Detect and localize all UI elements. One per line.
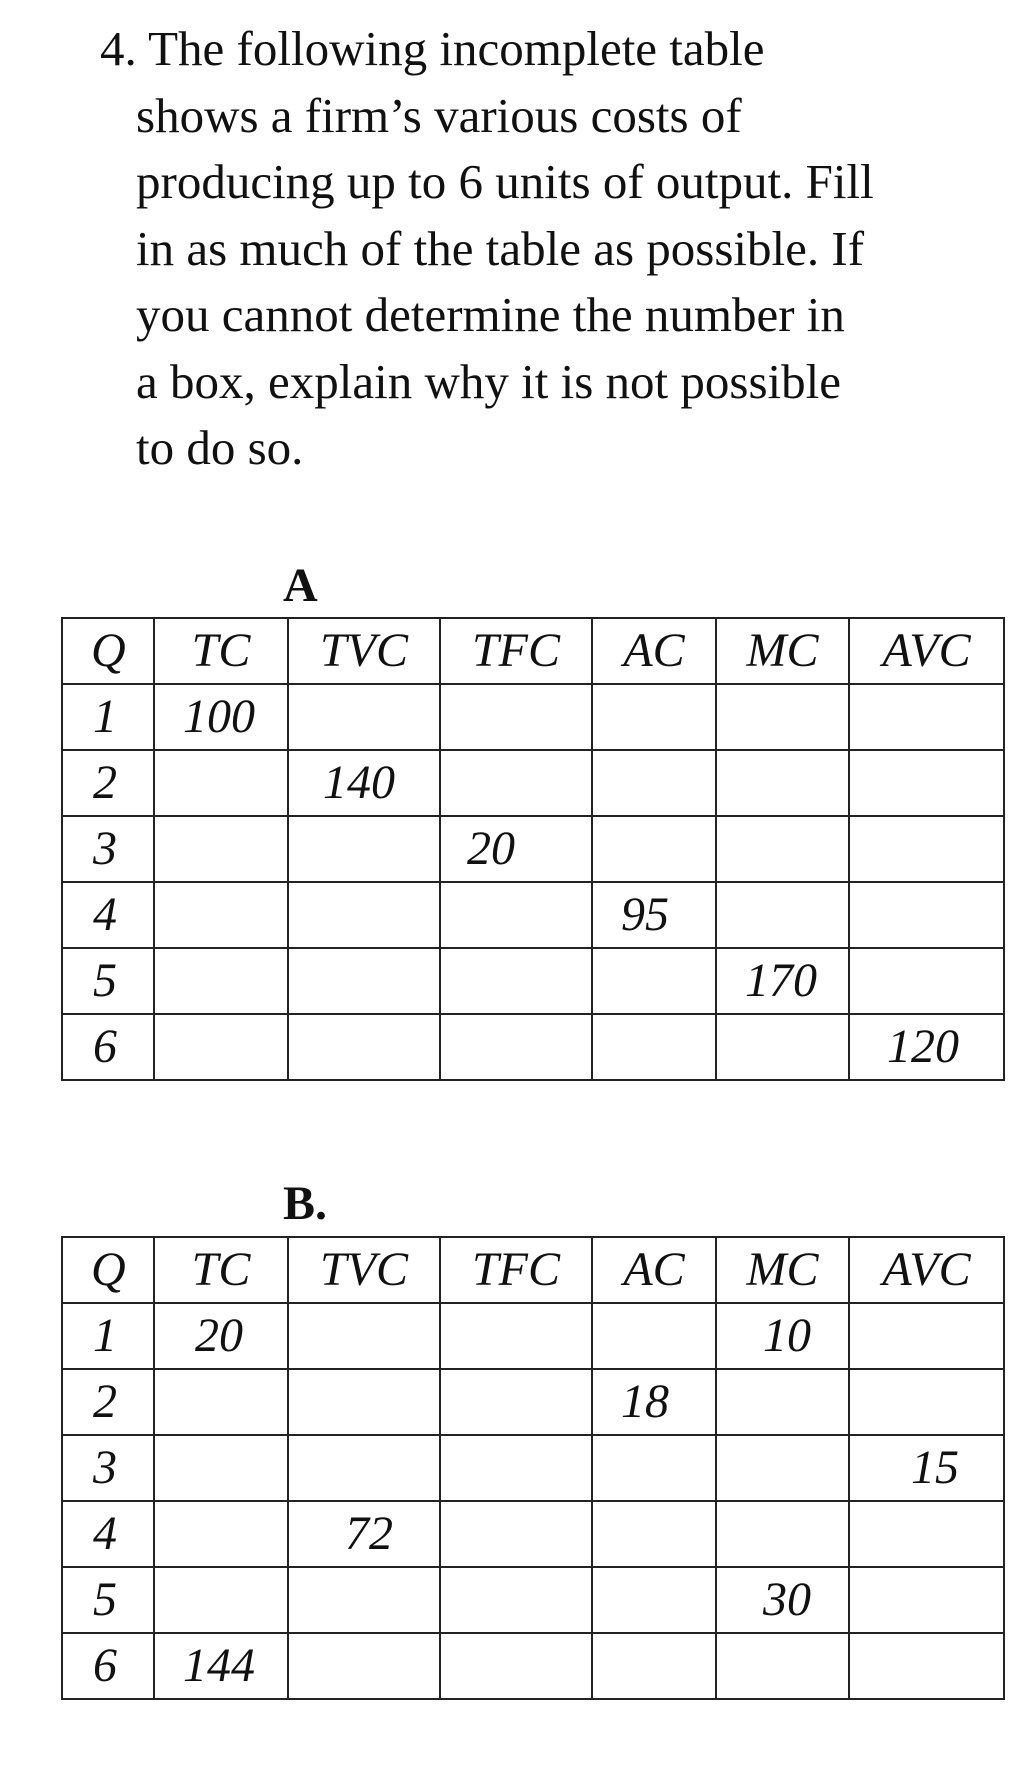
cell-avc	[849, 1633, 1004, 1699]
cell-tvc	[288, 1567, 440, 1633]
question-line-3: producing up to 6 units of output. Fill	[136, 154, 874, 209]
cell-avc	[849, 948, 1004, 1014]
cell-q: 3	[62, 1435, 154, 1501]
column-header-tvc: TVC	[288, 618, 440, 684]
cell-q: 4	[62, 1501, 154, 1567]
cell-tfc	[440, 1501, 592, 1567]
cell-ac	[592, 1303, 716, 1369]
table-row	[62, 816, 1004, 882]
cell-avc	[849, 1567, 1004, 1633]
cell-ac	[592, 684, 716, 750]
cell-avc	[849, 1501, 1004, 1567]
cell-mc	[716, 1435, 849, 1501]
cell-tc	[154, 1014, 288, 1080]
cell-mc	[716, 750, 849, 816]
cell-avc	[849, 882, 1004, 948]
cell-ac	[592, 1435, 716, 1501]
cell-avc	[849, 1369, 1004, 1435]
cell-q: 6	[62, 1633, 154, 1699]
cell-avc: 15	[849, 1435, 1004, 1501]
column-header-tc: TC	[154, 618, 288, 684]
column-header-ac: AC	[592, 1237, 716, 1303]
cell-tc	[154, 1567, 288, 1633]
cell-tfc	[440, 684, 592, 750]
cell-tvc	[288, 882, 440, 948]
column-header-mc: MC	[716, 1237, 849, 1303]
table-row	[62, 1567, 1004, 1633]
cell-avc	[849, 684, 1004, 750]
column-header-avc: AVC	[849, 618, 1004, 684]
cell-tfc	[440, 948, 592, 1014]
cell-tvc: 72	[288, 1501, 440, 1567]
table-row	[62, 882, 1004, 948]
cell-mc	[716, 1369, 849, 1435]
cell-mc	[716, 1501, 849, 1567]
cell-mc	[716, 684, 849, 750]
cell-q: 6	[62, 1014, 154, 1080]
column-header-q: Q	[62, 618, 154, 684]
cell-tfc	[440, 1303, 592, 1369]
cell-ac: 95	[592, 882, 716, 948]
cell-tc: 100	[154, 684, 288, 750]
table-header-row	[62, 1237, 1004, 1303]
cell-tc	[154, 750, 288, 816]
question-line-7: to do so.	[136, 420, 304, 475]
cost-table-a	[61, 617, 1005, 1081]
cell-tvc	[288, 684, 440, 750]
cell-tvc	[288, 1633, 440, 1699]
cell-tvc: 140	[288, 750, 440, 816]
column-header-tfc: TFC	[440, 618, 592, 684]
cell-tc	[154, 816, 288, 882]
question-text	[100, 16, 980, 482]
column-header-mc: MC	[716, 618, 849, 684]
cell-ac	[592, 816, 716, 882]
cell-avc	[849, 750, 1004, 816]
column-header-ac: AC	[592, 618, 716, 684]
table-header-row	[62, 618, 1004, 684]
cell-tvc	[288, 1435, 440, 1501]
cell-tfc	[440, 1014, 592, 1080]
table-row	[62, 1369, 1004, 1435]
cell-mc: 170	[716, 948, 849, 1014]
cell-q: 2	[62, 750, 154, 816]
cell-ac	[592, 1567, 716, 1633]
cell-tc: 20	[154, 1303, 288, 1369]
cell-q: 2	[62, 1369, 154, 1435]
question-line-6: a box, explain why it is not possible	[136, 353, 841, 409]
question-line-4: in as much of the table as possible. If	[136, 220, 865, 276]
table-row	[62, 1501, 1004, 1567]
cell-mc	[716, 1014, 849, 1080]
cell-tvc	[288, 1303, 440, 1369]
cell-tc: 144	[154, 1633, 288, 1699]
table-row	[62, 1435, 1004, 1501]
cell-tc	[154, 1501, 288, 1567]
cell-mc	[716, 816, 849, 882]
cell-avc	[849, 1303, 1004, 1369]
cell-mc: 30	[716, 1567, 849, 1633]
column-header-q: Q	[62, 1237, 154, 1303]
cell-tvc	[288, 948, 440, 1014]
cell-q: 5	[62, 1567, 154, 1633]
cell-q: 4	[62, 882, 154, 948]
table-a-label: A	[283, 559, 318, 612]
cell-tc	[154, 1369, 288, 1435]
question-line-5: you cannot determine the number in	[136, 287, 845, 342]
table-row	[62, 1014, 1004, 1080]
table-row	[62, 1633, 1004, 1699]
cost-table-b	[61, 1236, 1005, 1700]
cell-tfc	[440, 750, 592, 816]
cell-ac	[592, 1633, 716, 1699]
column-header-tvc: TVC	[288, 1237, 440, 1303]
cell-q: 1	[62, 1303, 154, 1369]
cell-ac	[592, 750, 716, 816]
cell-mc: 10	[716, 1303, 849, 1369]
cell-tvc	[288, 1014, 440, 1080]
column-header-tfc: TFC	[440, 1237, 592, 1303]
cell-tc	[154, 1435, 288, 1501]
cell-q: 5	[62, 948, 154, 1014]
cell-tfc: 20	[440, 816, 592, 882]
cell-avc	[849, 816, 1004, 882]
question-number: 4.	[100, 21, 137, 76]
cell-q: 1	[62, 684, 154, 750]
cell-tfc	[440, 1633, 592, 1699]
table-row	[62, 750, 1004, 816]
cell-mc	[716, 882, 849, 948]
question-line-1: 4. The following incomplete table	[100, 21, 765, 76]
cell-tvc	[288, 816, 440, 882]
cell-q: 3	[62, 816, 154, 882]
cell-mc	[716, 1633, 849, 1699]
table-row	[62, 948, 1004, 1014]
table-b-label: B.	[283, 1177, 328, 1230]
table-row	[62, 684, 1004, 750]
column-header-tc: TC	[154, 1237, 288, 1303]
cell-ac	[592, 1014, 716, 1080]
question-line-2: shows a firm’s various costs of	[136, 87, 742, 143]
cell-tc	[154, 948, 288, 1014]
cell-tfc	[440, 882, 592, 948]
cell-tc	[154, 882, 288, 948]
cell-ac: 18	[592, 1369, 716, 1435]
cell-tfc	[440, 1369, 592, 1435]
cell-tvc	[288, 1369, 440, 1435]
cell-avc: 120	[849, 1014, 1004, 1080]
cell-ac	[592, 948, 716, 1014]
column-header-avc: AVC	[849, 1237, 1004, 1303]
cell-tfc	[440, 1567, 592, 1633]
cell-tfc	[440, 1435, 592, 1501]
cell-ac	[592, 1501, 716, 1567]
table-row	[62, 1303, 1004, 1369]
